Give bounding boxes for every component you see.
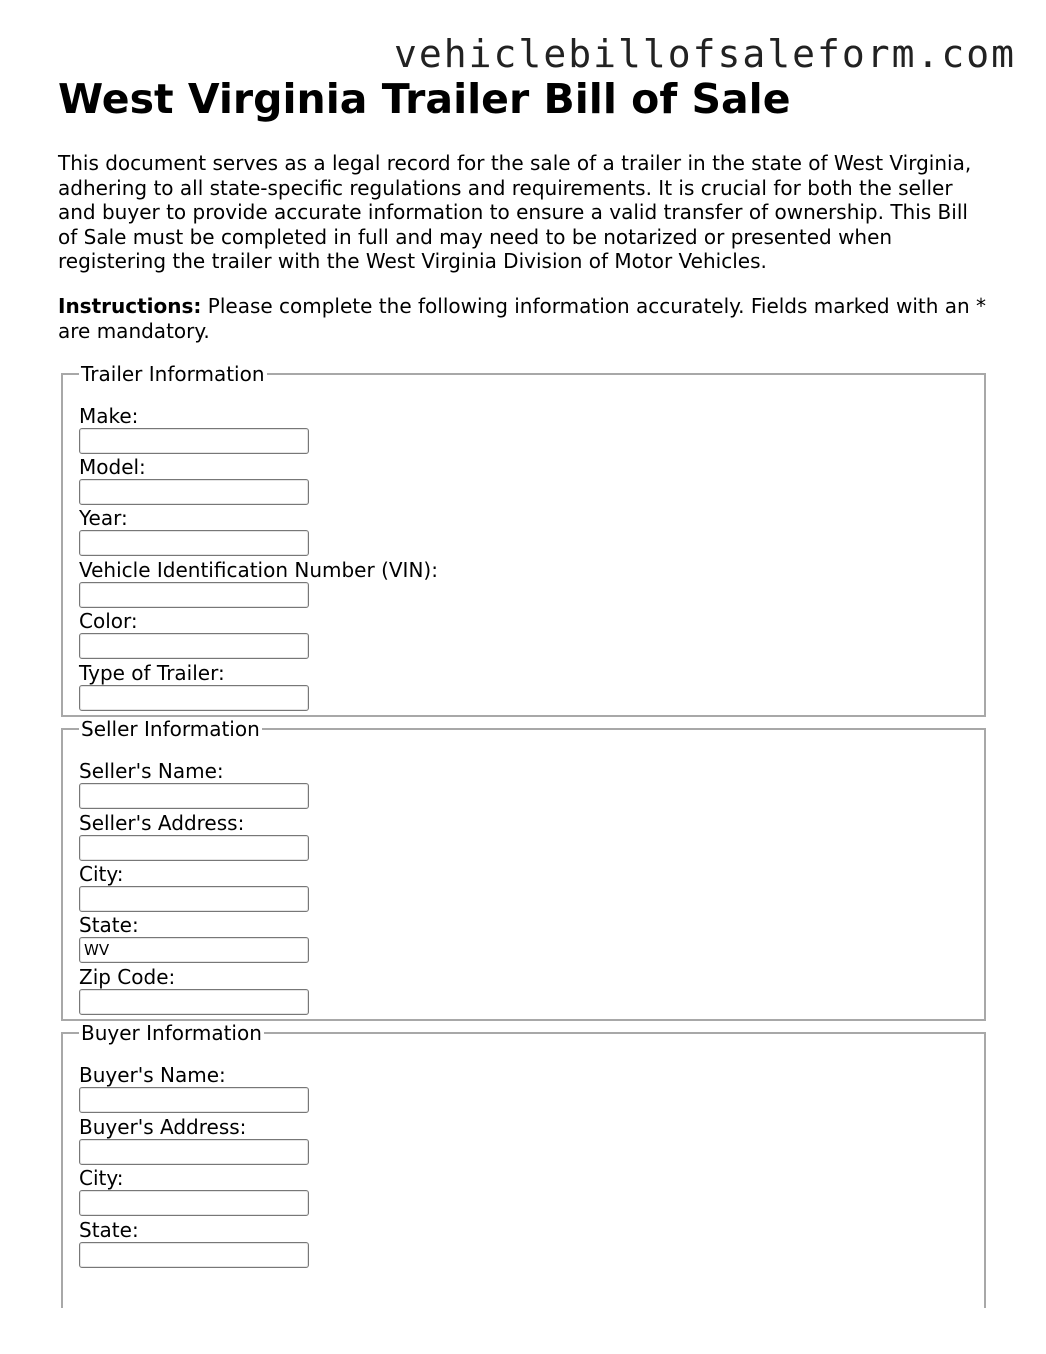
buyer-city-input[interactable] bbox=[79, 1190, 309, 1216]
make-label: Make: bbox=[79, 404, 139, 428]
buyer-city-label: City: bbox=[79, 1166, 124, 1190]
trailer-type-input[interactable] bbox=[79, 685, 309, 711]
instructions-text: Please complete the following information accurately. Fields marked with an * are mandatory. bbox=[58, 294, 987, 343]
trailer-information-legend: Trailer Information bbox=[81, 362, 265, 386]
trailer-information-section bbox=[61, 364, 986, 717]
seller-name-input[interactable] bbox=[79, 783, 309, 809]
seller-address-label: Seller's Address: bbox=[79, 811, 245, 835]
instructions-paragraph bbox=[58, 294, 998, 343]
seller-city-label: City: bbox=[79, 862, 124, 886]
seller-information-legend: Seller Information bbox=[81, 717, 260, 741]
seller-address-input[interactable] bbox=[79, 835, 309, 861]
model-label: Model: bbox=[79, 455, 146, 479]
seller-name-label: Seller's Name: bbox=[79, 759, 224, 783]
site-watermark: vehiclebillofsaleform.com bbox=[394, 32, 1016, 76]
buyer-state-label: State: bbox=[79, 1218, 139, 1242]
trailer-type-label: Type of Trailer: bbox=[79, 661, 225, 685]
buyer-address-input[interactable] bbox=[79, 1139, 309, 1165]
color-input[interactable] bbox=[79, 633, 309, 659]
buyer-information-legend: Buyer Information bbox=[81, 1021, 262, 1045]
vin-label: Vehicle Identification Number (VIN): bbox=[79, 558, 438, 582]
vin-input[interactable] bbox=[79, 582, 309, 608]
make-input[interactable] bbox=[79, 428, 309, 454]
buyer-name-input[interactable] bbox=[79, 1087, 309, 1113]
year-label: Year: bbox=[79, 506, 128, 530]
seller-state-label: State: bbox=[79, 913, 139, 937]
intro-paragraph: This document serves as a legal record for the sale of a trailer in the state of West Virginia, adhering to all state-specific regulations and requirements. It is crucial for both the seller and buyer to provide accurate information to ensure a valid transfer of ownership. This Bill of Sale must be completed in full and may need to be notarized or presented when registering the trailer with the West Virginia Division of Motor Vehicles. bbox=[58, 151, 972, 273]
seller-state-input[interactable] bbox=[79, 937, 309, 963]
buyer-information-section bbox=[61, 1023, 986, 1308]
buyer-name-label: Buyer's Name: bbox=[79, 1063, 226, 1087]
seller-city-input[interactable] bbox=[79, 886, 309, 912]
year-input[interactable] bbox=[79, 530, 309, 556]
seller-information-section bbox=[61, 719, 986, 1021]
page-title: West Virginia Trailer Bill of Sale bbox=[58, 75, 791, 123]
buyer-address-label: Buyer's Address: bbox=[79, 1115, 247, 1139]
buyer-state-input[interactable] bbox=[79, 1242, 309, 1268]
model-input[interactable] bbox=[79, 479, 309, 505]
seller-zip-label: Zip Code: bbox=[79, 965, 176, 989]
instructions-label: Instructions: bbox=[58, 294, 202, 318]
seller-zip-input[interactable] bbox=[79, 989, 309, 1015]
color-label: Color: bbox=[79, 609, 138, 633]
